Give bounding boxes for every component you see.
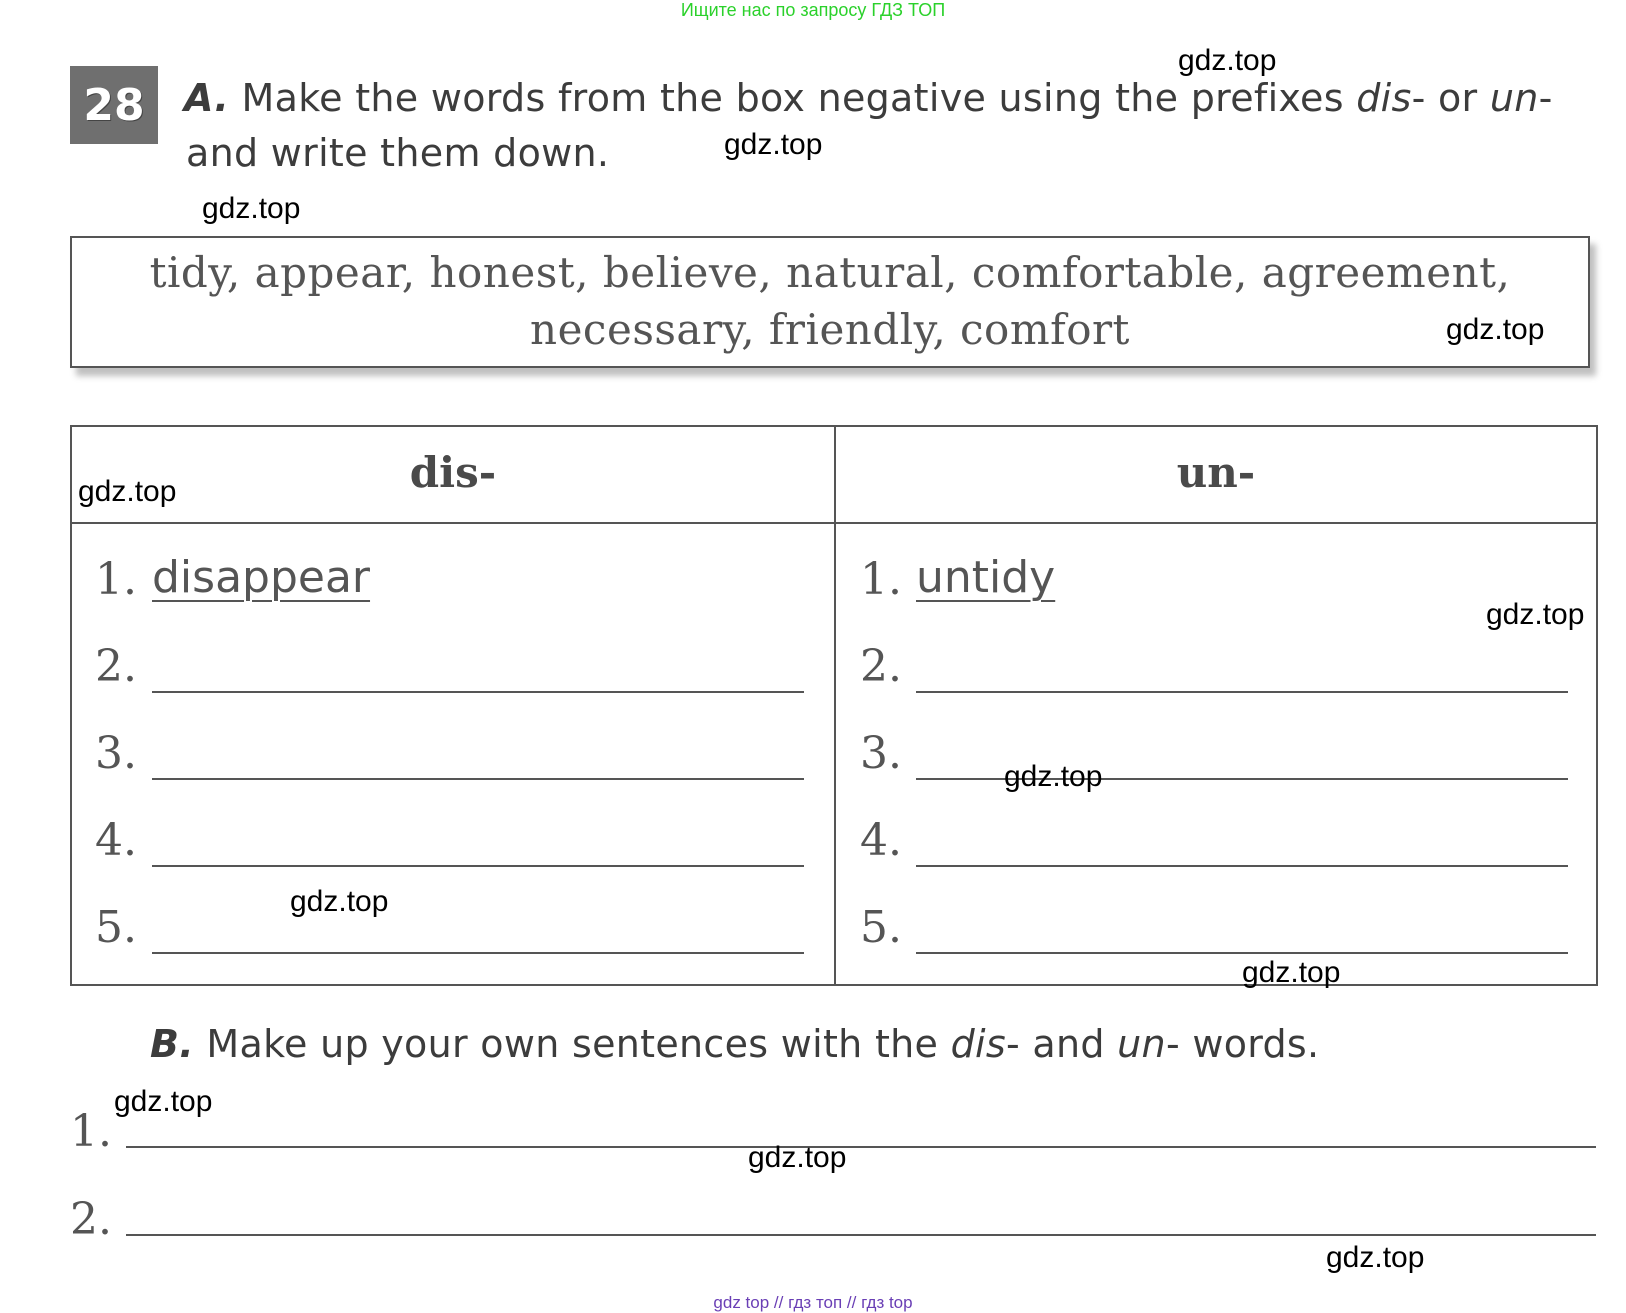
instruction-fragment: Make up your own sentences with the	[206, 1022, 951, 1066]
word-box-line2: necessary, friendly, comfort	[530, 305, 1130, 354]
un-answer-text: untidy	[916, 552, 1056, 603]
promo-banner-bottom[interactable]: gdz top // гдз топ // гдз top	[713, 1293, 913, 1312]
italic-prefix: un	[1117, 1022, 1166, 1066]
table-column-divider	[834, 425, 836, 986]
watermark-label: gdz.top	[748, 1141, 847, 1174]
un-column-header: un-	[1176, 448, 1256, 497]
instruction-fragment: Make the words from the box negative using the prefixes	[241, 76, 1357, 120]
sentence-number: 1.	[70, 1106, 112, 1157]
dis-answer-line[interactable]	[152, 865, 804, 867]
watermark-label: gdz.top	[1326, 1241, 1425, 1274]
part-b-letter: B.	[150, 1022, 194, 1066]
promo-banner-top[interactable]: Ищите нас по запросу ГДЗ ТОП	[680, 0, 946, 20]
dis-answer-line[interactable]	[152, 778, 804, 780]
watermark-label: gdz.top	[724, 128, 823, 161]
italic-prefix: un	[1489, 76, 1539, 120]
watermark-label: gdz.top	[1486, 598, 1585, 631]
dis-row-number: 2.	[95, 641, 137, 692]
un-answer-line[interactable]	[916, 865, 1568, 867]
un-row-number: 2.	[860, 641, 902, 692]
italic-prefix: dis	[1356, 76, 1412, 120]
un-row-number: 3.	[860, 728, 902, 779]
table-header-divider	[70, 522, 1598, 524]
exercise-number-badge: 28	[70, 66, 158, 144]
word-box-line1: tidy, appear, honest, believe, natural, comfortable, agreement,	[149, 248, 1511, 297]
watermark-label: gdz.top	[114, 1085, 213, 1118]
italic-prefix: dis	[950, 1022, 1006, 1066]
part-a-instruction	[184, 76, 1553, 120]
instruction-fragment: - or	[1411, 76, 1490, 120]
instruction-fragment: -	[1538, 76, 1553, 120]
dis-row-number: 5.	[95, 902, 137, 953]
un-row-number: 1.	[860, 554, 902, 605]
sentence-answer-line[interactable]	[126, 1234, 1596, 1236]
part-a-instruction-line2: and write them down.	[186, 131, 610, 175]
part-a-letter: A.	[184, 76, 230, 120]
dis-answer-text: disappear	[152, 552, 371, 603]
dis-row-number: 1.	[95, 554, 137, 605]
dis-row-number: 4.	[95, 815, 137, 866]
watermark-label: gdz.top	[202, 192, 301, 225]
watermark-label: gdz.top	[290, 885, 389, 918]
un-row-number: 4.	[860, 815, 902, 866]
part-a-instruction-text	[242, 76, 1553, 120]
instruction-fragment: - words.	[1165, 1022, 1320, 1066]
sentence-answer-line[interactable]	[126, 1146, 1596, 1148]
word-box	[70, 236, 1590, 368]
dis-answer-line[interactable]	[152, 952, 804, 954]
watermark-label: gdz.top	[78, 475, 177, 508]
part-b-instruction	[150, 1022, 1319, 1066]
watermark-label: gdz.top	[1004, 760, 1103, 793]
dis-column-header: dis-	[409, 448, 497, 497]
dis-row-number: 3.	[95, 728, 137, 779]
watermark-label: gdz.top	[1178, 44, 1277, 77]
watermark-label: gdz.top	[1446, 313, 1545, 346]
sentence-number: 2.	[70, 1194, 112, 1245]
part-b-instruction-text	[206, 1022, 1319, 1066]
un-row-number: 5.	[860, 902, 902, 953]
watermark-label: gdz.top	[1242, 956, 1341, 989]
instruction-fragment: - and	[1005, 1022, 1118, 1066]
un-answer-line[interactable]	[916, 952, 1568, 954]
dis-answer-line[interactable]	[152, 691, 804, 693]
un-answer-line[interactable]	[916, 691, 1568, 693]
